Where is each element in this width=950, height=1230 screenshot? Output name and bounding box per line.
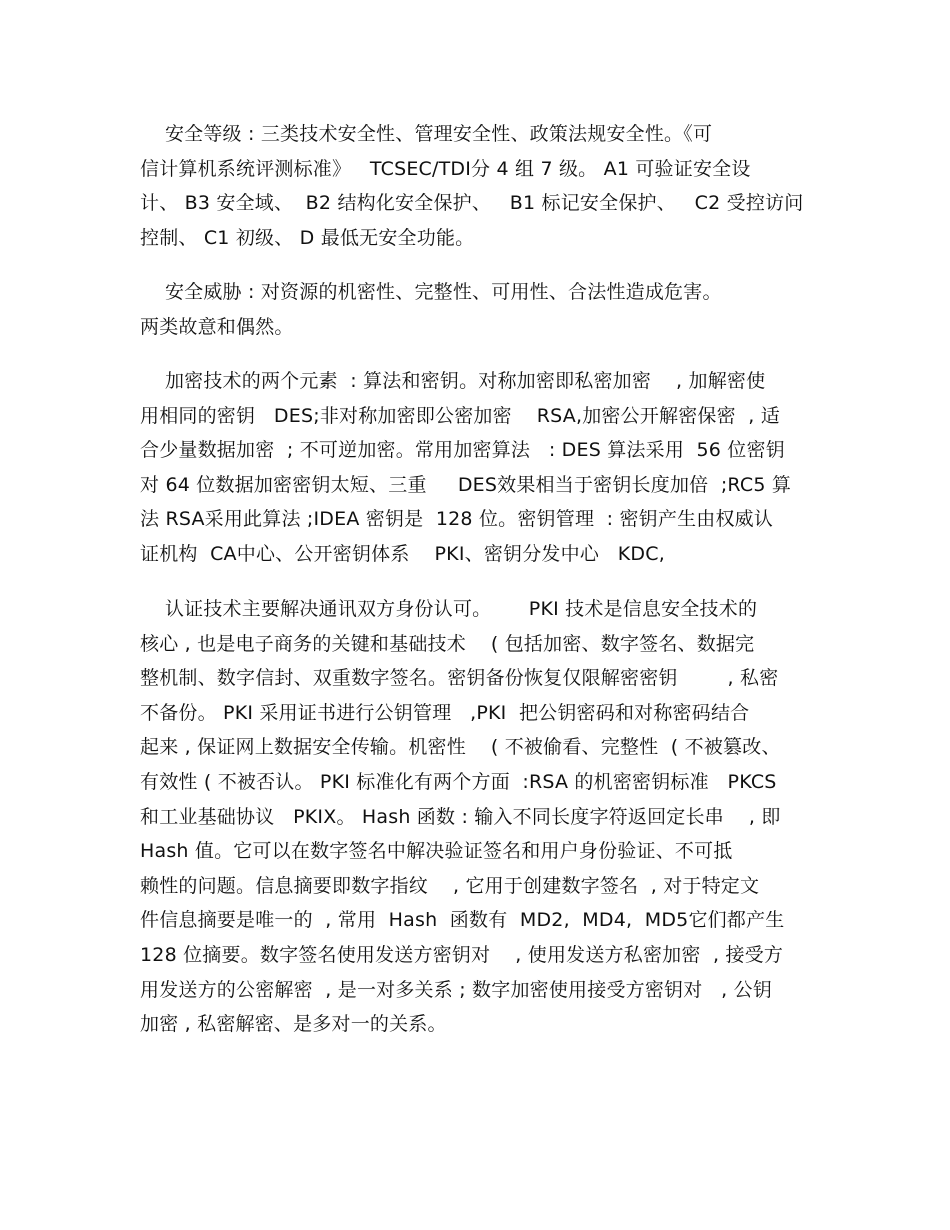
text-line: 和工业基础协议 PKIX。 Hash 函数 : 输入不同长度字符返回定长串 , 即 — [140, 805, 781, 828]
text-line: 核心 , 也是电子商务的关键和基础技术 ( 包括加密、数字签名、数据完 — [140, 632, 755, 655]
text-line: 起来 , 保证网上数据安全传输。机密性 ( 不被偷看、完整性 ( 不被篡改、 — [140, 736, 781, 759]
paragraph-encryption — [140, 364, 820, 572]
text-line: 合少量数据加密 ; 不可逆加密。常用加密算法 : DES 算法采用 56 位密钥 — [140, 439, 785, 462]
text-line: 信计算机系统评测标准》 TCSEC/TDI分 4 组 7 级。 A1 可验证安全设 — [140, 157, 751, 180]
text-line: 加密 , 私密解密、是多对一的关系。 — [140, 1013, 447, 1036]
paragraph-authentication — [140, 592, 820, 1042]
paragraph-security-threats — [140, 275, 820, 344]
text-line: 件信息摘要是唯一的 , 常用 Hash 函数有 MD2, MD4, MD5它们都产生 — [140, 909, 785, 932]
text-line: 两类故意和偶然。 — [140, 315, 294, 338]
text-line: 不备份。 PKI 采用证书进行公钥管理 ,PKI 把公钥密码和对称密码结合 — [140, 701, 750, 724]
text-line: Hash 值。它可以在数字签名中解决验证签名和用户身份验证、不可抵 — [140, 840, 733, 863]
text-line: 用发送方的公密解密 , 是一对多关系 ; 数字加密使用接受方密钥对 , 公钥 — [140, 978, 773, 1001]
text-line: 对 64 位数据加密密钥太短、三重 DES效果相当于密钥长度加倍 ;RC5 算 — [140, 473, 792, 496]
text-line: 计、 B3 安全域、 B2 结构化安全保护、 B1 标记安全保护、 C2 受控访问 — [140, 192, 804, 215]
text-line: 认证技术主要解决通讯双方身份认可。 PKI 技术是信息安全技术的 — [140, 598, 758, 620]
text-line: 安全等级 : 三类技术安全性、管理安全性、政策法规安全性。《可 — [140, 123, 713, 145]
text-line: 证机构 CA中心、公开密钥体系 PKI、密钥分发中心 KDC, — [140, 542, 665, 565]
text-line: 赖性的问题。信息摘要即数字指纹 , 它用于创建数字签名 , 对于特定文 — [140, 874, 760, 897]
text-line: 加密技术的两个元素 : 算法和密钥。对称加密即私密加密 , 加解密使 — [140, 370, 766, 392]
text-line: 128 位摘要。数字签名使用发送方密钥对 , 使用发送方私密加密 , 接受方 — [140, 943, 784, 966]
text-line: 法 RSA采用此算法 ;IDEA 密钥是 128 位。密钥管理 : 密钥产生由权威认 — [140, 508, 774, 531]
text-line: 用相同的密钥 DES;非对称加密即公密加密 RSA,加密公开解密保密 , 适 — [140, 404, 780, 427]
text-line: 安全威胁 : 对资源的机密性、完整性、可用性、合法性造成危害。 — [140, 281, 722, 303]
text-line: 控制、 C1 初级、 D 最低无安全功能。 — [140, 226, 475, 249]
text-line: 有效性 ( 不被否认。 PKI 标准化有两个方面 :RSA 的机密密钥标准 PKCS — [140, 770, 777, 793]
paragraph-security-levels — [140, 117, 820, 255]
text-line: 整机制、数字信封、双重数字签名。密钥备份恢复仅限解密密钥 , 私密 — [140, 667, 779, 690]
